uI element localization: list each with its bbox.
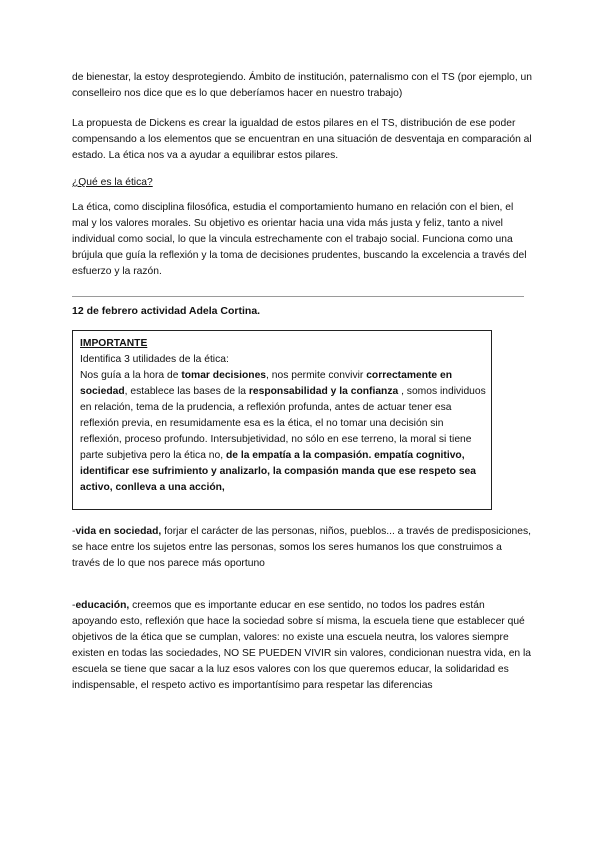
item1-text: forjar el carácter de las personas, niños, pueblos... a través de predisposiciones, se hace entre los sujetos entre las personas, somos los seres humanos los que construimos a través de lo que nos parece más oportuno <box>72 526 532 569</box>
body-text-4: , somos individuos en relación, tema de la prudencia, a reflexión profunda, antes de actuar tener esa reflexión previa, en resumidamente esa es la ética, el no tomar una decisión sin reflexión, proceso profundo. Intersubjetividad, no sólo en ese terreno, la moral si tiene parte subjetiva pero la ética no, <box>80 386 486 461</box>
important-subheading: Identifica 3 utilidades de la ética: <box>80 354 229 365</box>
paragraph-definicion-etica: La ética, como disciplina filosófica, estudia el comportamiento humano en relación con el bien, el mal y los valores morales. Su objetivo es orientar hacia una vida más justa y feliz, tanto a nivel individual como social, lo que la vincula estrechamente con el trabajo social. Funciona como una brújula que guía la reflexión y la toma de decisiones prudentes, buscando la excelencia a través del esfuerzo y la razón. <box>72 202 527 277</box>
bold-tomar-decisiones: tomar decisiones <box>181 370 267 381</box>
activity-title: 12 de febrero actividad Adela Cortina. <box>72 305 261 317</box>
item2-text: creemos que es importante educar en ese sentido, no todos los padres están apoyando esto, reflexión que hace la sociedad sobre sí misma, la escuela tiene que establecer qué objetivos de la ética que se cumplan, valores: no existe una escuela neutra, los valores siempre existen en todas las sociedades, NO SE PUEDEN VIVIR sin valores, condicionan nuestra vida, en la escuela se tiene que sacar a la luz esos valores con los que queremos educar, la solidaridad es indispensable, el respeto activo es importantísimo para respetar las diferencias <box>72 600 532 691</box>
body-text-2: , nos permite convivir <box>266 370 367 381</box>
paragraph-bienestar: de bienestar, la estoy desprotegiendo. Ámbito de institución, paternalismo con el TS (por ejemplo, un conselleiro nos dice que es lo que deberíamos hacer en nuestro trabajo) <box>72 72 533 99</box>
item2-dash: - <box>72 600 76 611</box>
paragraph-dickens: La propuesta de Dickens es crear la igualdad de estos pilares en el TS, distribución de ese poder compensando a los elementos que se encuentran en una situación de desventaja en comparación al estado. La ética nos va a ayudar a equilibrar estos pilares. <box>72 118 532 161</box>
bold-empatia-compasion: de la empatía a la compasión. empatía cognitivo, identificar ese sufrimiento y analizarlo, la compasión manda que ese respeto sea activo, conlleva a una acción, <box>80 450 476 493</box>
bold-responsabilidad-confianza: responsabilidad y la confianza <box>248 386 399 397</box>
body-text-3: , establece las bases de la <box>124 386 249 397</box>
horizontal-divider <box>72 296 524 297</box>
important-body <box>80 368 488 496</box>
important-box-content <box>80 336 488 496</box>
item-vida-en-sociedad <box>72 524 532 572</box>
body-text-1: Nos guía a la hora de <box>80 370 182 381</box>
bold-correctamente-en-sociedad: correctamente en sociedad <box>80 370 453 397</box>
item-educacion <box>72 598 532 694</box>
item1-bold: vida en sociedad, <box>75 526 162 537</box>
item1-dash: - <box>72 526 76 537</box>
item2-bold: educación, <box>75 600 130 611</box>
heading-que-es-la-etica: ¿Qué es la ética? <box>72 177 153 188</box>
important-heading: IMPORTANTE <box>80 338 148 349</box>
important-box <box>72 330 492 510</box>
